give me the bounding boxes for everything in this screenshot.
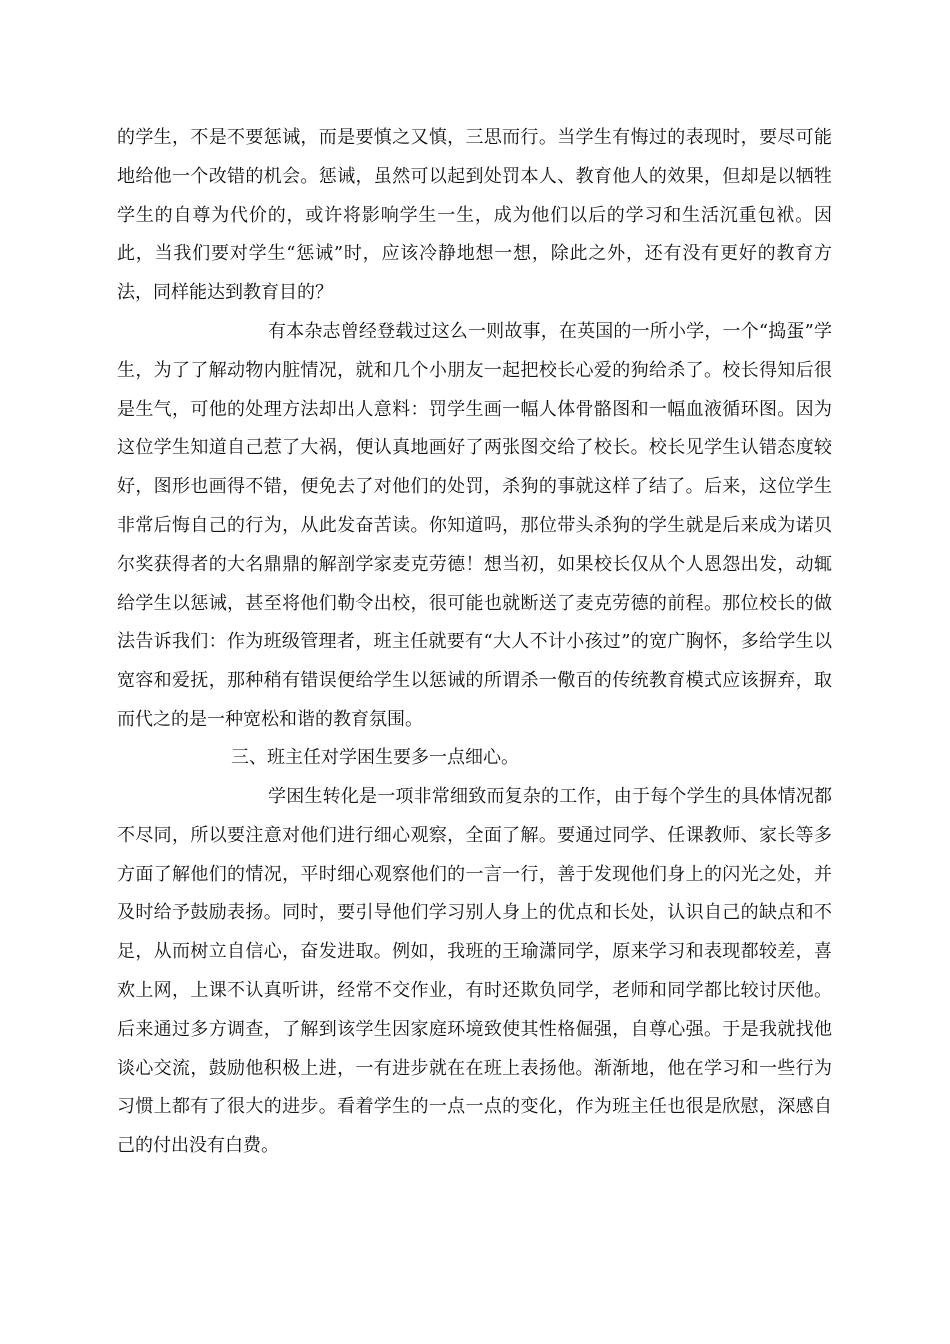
story-paragraph: 有本杂志曾经登载过这么一则故事，在英国的一所小学，一个“捣蛋”学生，为了了解动物内脏情况，就和几个小朋友一起把校长心爱的狗给杀了。校长得知后很是生气，可他的处理方法却出人意料：罚学生画一幅人体骨骼图和一幅血液循环图。因为这位学生知道自己惹了大祸，便认真地画好了两张图交给了校长。校长见学生认错态度较好，图形也画得不错，便免去了对他们的处罚，杀狗的事就这样了结了。后来，这位学生非常后悔自己的行为，从此发奋苦读。你知道吗，那位带头杀狗的学生就是后来成为诺贝尔奖获得者的大名鼎鼎的解剖学家麦克劳德！想当初，如果校长仅从个人恩怨出发，动辄给学生以惩诫，甚至将他们勒令出校，很可能也就断送了麦克劳德的前程。那位校长的做法告诉我们：作为班级管理者，班主任就要有“大人不计小孩过”的宽广胸怀，多给学生以宽容和爱抚，那种稍有错误便给学生以惩诫的所谓杀一儆百的传统教育模式应该摒弃，取而代之的是一种宽松和谐的教育氛围。 (117, 321, 832, 730)
body-paragraph: 学困生转化是一项非常细致而复杂的工作，由于每个学生的具体情况都不尽同，所以要注意对他们进行细心观察，全面了解。要通过同学、任课教师、家长等多方面了解他们的情况，平时细心观察他们的一言一行，善于发现他们身上的闪光之处，并及时给予鼓励表扬。同时，要引导他们学习别人身上的优点和长处，认识自己的缺点和不足，从而树立自信心，奋发进取。例如，我班的王瑜潇同学，原来学习和表现都较差，喜欢上网，上课不认真听讲，经常不交作业，有时还欺负同学，老师和同学都比较讨厌他。后来通过多方调查，了解到该学生因家庭环境致使其性格倔强，自尊心强。于是我就找他谈心交流，鼓励他积极上进，一有进步就在在班上表扬他。渐渐地，他在学习和一些行为习惯上都有了很大的进步。看着学生的一点一点的变化，作为班主任也很是欣慰，深感自己的付出没有白费。 (117, 786, 832, 1157)
section-heading: 三、班主任对学困生要多一点细心。 (231, 747, 519, 768)
body-paragraph: 的学生，不是不要惩诫，而是要慎之又慎，三思而行。当学生有悔过的表现时，要尽可能地给他一个改错的机会。惩诫，虽然可以起到处罚本人、教育他人的效果，但却是以牺牲学生的自尊为代价的，或许将影响学生一生，成为他们以后的学习和生活沉重包袱。因此，当我们要对学生“惩诫”时，应该冷静地想一想，除此之外，还有没有更好的教育方法，同样能达到教育目的？ (117, 127, 832, 304)
